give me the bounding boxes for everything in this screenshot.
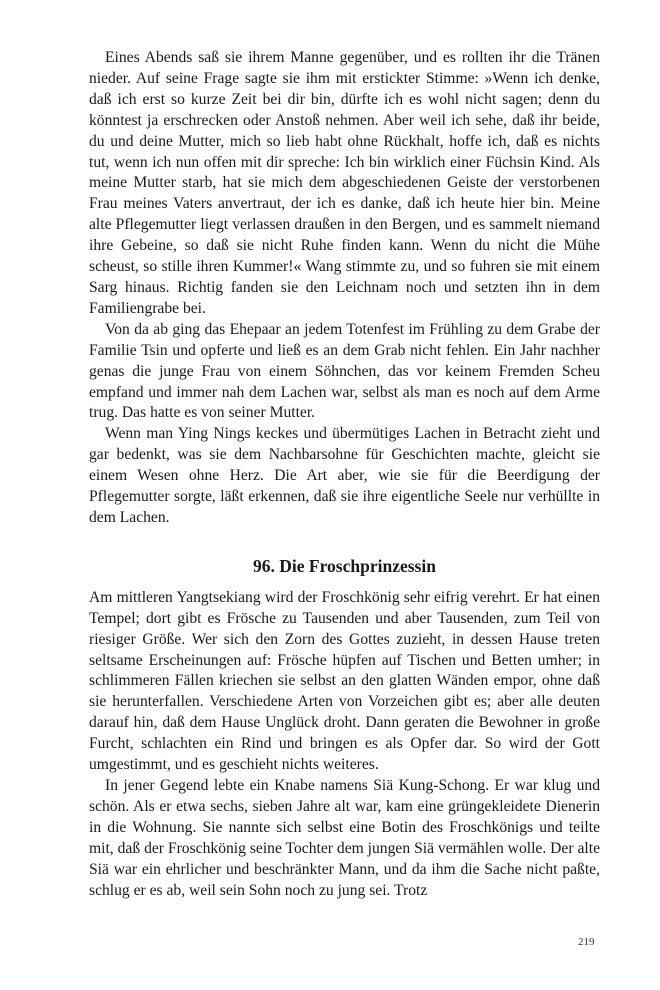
- chapter-title: 96. Die Froschprinzessin: [253, 555, 436, 576]
- page-number: 219: [578, 936, 595, 948]
- paragraph: Wenn man Ying Nings keckes und übermütiges Lachen in Betracht zieht und gar bedenkt, was sie dem Nachbarsohne für Geschichten machte, gleicht sie einem Wesen ohne Herz. Die Art aber, wie sie für die Beerdigung der Pflegemutter sorgte, läßt erkennen, daß sie ihre eigentliche Seele nur verhüllte in dem Lachen.: [89, 425, 600, 526]
- paragraph: Von da ab ging das Ehepaar an jedem Totenfest im Frühling zu dem Grabe der Familie Tsin und opferte und ließ es an dem Grab nicht fehlen. Ein Jahr nachher genas die junge Frau von einem Söhnchen, das vor keinem Fremden Scheu empfand und immer nah dem Lachen war, selbst als man es noch auf dem Arme trug. Das hatte es von seiner Mutter.: [89, 320, 600, 422]
- paragraph: Eines Abends saß sie ihrem Manne gegenüber, und es rollten ihr die Tränen nieder. Auf seine Frage sagte sie ihm mit erstickter Stimme: »Wenn ich denke, daß ich erst so kurze Zeit bei dir bin, dürfte ich es wohl nicht sagen; denn du könntest ja erschrecken oder Anstoß nehmen. Aber weil ich sehe, daß ihr beide, du und deine Mutter, mich so lieb habt ohne Rückhalt, hoffe ich, daß es nichts tut, wenn ich nun offen mit dir spreche: Ich bin wirklich einer Füchsin Kind. Als meine Mutter starb, hat sie mich dem abgeschiedenen Geiste der verstorbenen Frau meines Vaters anvertraut, der ich es danke, daß ich heute hier bin. Meine alte Pflegemutter liegt verlassen draußen in den Bergen, und es sammelt niemand ihre Gebeine, so daß sie nicht Ruhe finden kann. Wenn du nicht die Mühe scheust, so stille ihren Kummer!« Wang stimmte zu, und so fuhren sie mit einem Sarg hinaus. Richtig fanden sie den Leichnam noch und setzten ihn in dem Familiengrabe bei.: [89, 49, 600, 317]
- paragraph: In jener Gegend lebte ein Knabe namens Siä Kung-Schong. Er war klug und schön. Als er etwa sechs, sieben Jahre alt war, kam eine grüngekleidete Dienerin in die Wohnung. Sie nannte sich selbst eine Botin des Froschkönigs und teilte mit, daß der Froschkönig seine Tochter dem jungen Siä vermählen wolle. Der alte Siä war ein ehrlicher und beschränkter Mann, und da ihm die Sache nicht paßte, schlug er es ab, weil sein Sohn noch zu jung sei. Trotz: [89, 777, 600, 899]
- page-body: [89, 48, 600, 901]
- paragraph: Am mittleren Yangtsekiang wird der Froschkönig sehr eifrig verehrt. Er hat einen Tempel; dort gibt es Frösche zu Tausenden und aber Tausenden, zum Teil von riesiger Größe. Wer sich den Zorn des Gottes zuzieht, in dessen Hause treten seltsame Erscheinungen auf: Frösche hüpfen auf Tischen und Betten umher; in schlimmeren Fällen kriechen sie selbst an den glatten Wänden empor, ohne daß sie herunterfallen. Verschiedene Arten von Vorzeichen gibt es; aber alle deuten darauf hin, daß dem Hause Unglück droht. Dann geraten die Bewohner in große Furcht, schlachten ein Rind und bringen es als Opfer dar. So wird der Gott umgestimmt, und es geschieht nichts weiteres.: [89, 588, 600, 774]
